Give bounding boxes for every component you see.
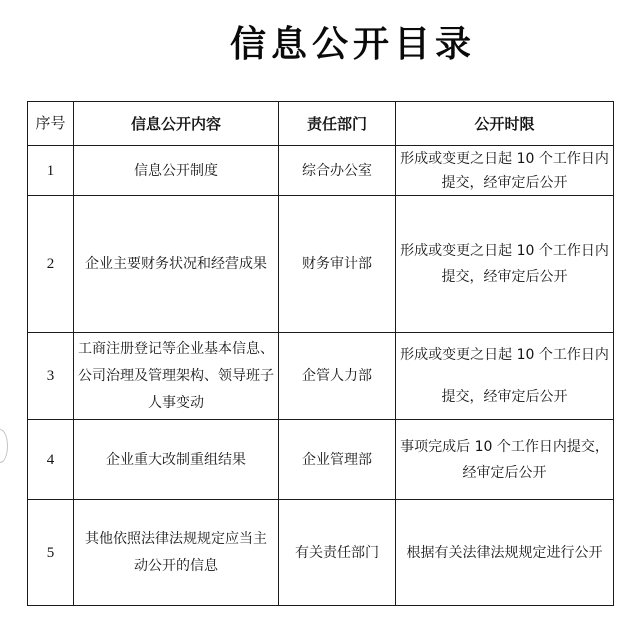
deadline-cell: 根据有关法律法规规定进行公开: [396, 500, 614, 606]
disclosure-table: [27, 101, 614, 606]
table-row: [28, 420, 614, 500]
deadline-cell: 形成或变更之日起 10 个工作日内 提交，经审定后公开: [396, 196, 614, 333]
header-department: 责任部门: [279, 102, 396, 146]
header-seq: 序号: [28, 102, 74, 146]
header-content: 信息公开内容: [74, 102, 279, 146]
seq-cell: 2: [28, 196, 74, 333]
department-cell: 有关责任部门: [279, 500, 396, 606]
content-cell: 工商注册登记等企业基本信息、 公司治理及管理架构、领导班子 人事变动: [74, 333, 279, 420]
page-title: 信息公开目录: [230, 24, 477, 64]
seq-cell: 4: [28, 420, 74, 500]
content-cell: 信息公开制度: [74, 146, 279, 196]
deadline-cell: 事项完成后 10 个工作日内提交， 经审定后公开: [396, 420, 614, 500]
table-row: [28, 500, 614, 606]
deadline-cell: 形成或变更之日起 10 个工作日内 提交，经审定后公开: [396, 146, 614, 196]
table-row: [28, 333, 614, 420]
deadline-cell: 形成或变更之日起 10 个工作日内 提交，经审定后公开: [396, 333, 614, 420]
content-cell: 企业主要财务状况和经营成果: [74, 196, 279, 333]
scan-artifact: [0, 429, 8, 463]
seq-cell: 1: [28, 146, 74, 196]
content-cell: 其他依照法律法规规定应当主 动公开的信息: [74, 500, 279, 606]
department-cell: 财务审计部: [279, 196, 396, 333]
department-cell: 综合办公室: [279, 146, 396, 196]
content-cell: 企业重大改制重组结果: [74, 420, 279, 500]
department-cell: 企业管理部: [279, 420, 396, 500]
department-cell: 企管人力部: [279, 333, 396, 420]
table-row: [28, 146, 614, 196]
seq-cell: 5: [28, 500, 74, 606]
table-row: [28, 196, 614, 333]
table-header-row: [28, 102, 614, 146]
seq-cell: 3: [28, 333, 74, 420]
header-deadline: 公开时限: [396, 102, 614, 146]
